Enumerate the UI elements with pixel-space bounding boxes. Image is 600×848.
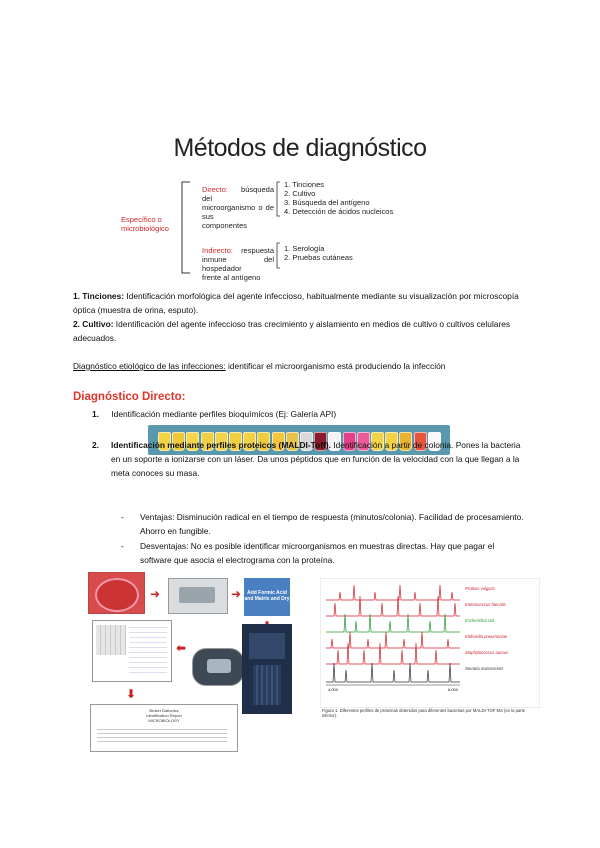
note-tinciones (73, 289, 523, 317)
target-plate-image (168, 578, 228, 614)
desventajas-label: Desventajas: (140, 541, 189, 551)
x-tick: 6,000 (448, 687, 459, 692)
x-tick: 4,000 (328, 687, 339, 692)
direct-items (284, 180, 444, 216)
list-item (92, 407, 336, 421)
legend-entry: Klebsiella pneumoniae (465, 634, 508, 639)
diagram-direct (202, 185, 274, 230)
ventajas-text: Disminución radical en el tiempo de respuesta (minutos/colonia). Facilidad de procesamiento. Ahorro en fungible. (140, 512, 524, 536)
report-subtitle: Identification Report (146, 713, 182, 718)
diagram-root: Específico o microbiológico (121, 215, 169, 233)
software-screenshot (92, 620, 172, 682)
legend-entry: Staphylococcus aureus (465, 650, 509, 655)
note-cultivo-text: Identificación del agente infeccioso tras crecimiento y aislamiento en medios de cultivo o cultivos celulares adecuados. (73, 319, 511, 343)
note-tinciones-label: 1. Tinciones: (73, 291, 125, 301)
etiology-text: identificar el microorganismo está produciendo la infección (225, 361, 446, 371)
report-id: MICROBIOLOGY (148, 718, 180, 723)
notes (73, 289, 523, 345)
arrow-right-icon: ➜ (150, 587, 161, 601)
section-heading: Diagnóstico Directo: (73, 391, 186, 403)
list-number: 2. (92, 440, 99, 450)
list-item (92, 438, 532, 480)
report-title: Bruker Daltonics (149, 708, 179, 713)
legend-entry: Escherichia coli (465, 618, 495, 623)
indirect-items (284, 244, 444, 262)
arrow-down-icon: ⬇ (126, 687, 137, 701)
identification-report (90, 704, 238, 752)
legend-entry: Enterococcus faecalis (465, 602, 506, 607)
direct-label: Directo: (202, 185, 228, 194)
maldi-title: Identificación mediante perfiles proteicos (MALDI-Toff). (111, 440, 331, 450)
direct-line-2: microorganismo o de sus (202, 203, 274, 221)
maldi-instrument-image (242, 624, 292, 714)
petri-dish-image (88, 572, 145, 614)
note-cultivo-label: 2. Cultivo: (73, 319, 114, 329)
note-tinciones-text: Identificación morfológica del agente infeccioso, habitualmente mediante su visualización por microscopía óptica (muestra de orina, esputo). (73, 291, 519, 315)
ventajas-label: Ventajas: (140, 512, 175, 522)
arrow-right-icon: ➜ (231, 587, 242, 601)
sub-bullet-desventajas: - Desventajas: No es posible identificar microorganismos en muestras directas. Hay que pagar el software que asocia el electrograma con la proteína. (121, 541, 495, 565)
etiology-label: Diagnóstico etiológico de las infecciones: (73, 361, 226, 371)
direct-item: 1. Tinciones (284, 180, 325, 189)
maldi-text: Identificación a partir de colonia. Pones la bacteria en un soporte a ionizarse con un láser. Da unos péptidos que en función de la velocidad con la que llegan a la meta conoces su masa. (111, 440, 521, 478)
direct-line-1: búsqueda del (202, 185, 274, 203)
direct-item: 4. Detección de ácidos nucleicos (284, 207, 394, 216)
figure-caption: Figura 1. Diferentes perfiles de proteínas obtenidos para diferentes bacterias por MALDI-TOF MS (en la parte inferior). (322, 708, 526, 719)
classification-diagram (0, 170, 600, 280)
note-cultivo (73, 317, 523, 345)
legend-entry: Proteus vulgaris (465, 586, 496, 591)
list-item-text: Identificación mediante perfiles bioquímicos (Ej: Galería API) (111, 409, 337, 419)
sample-loading-image (192, 648, 244, 686)
direct-item: 3. Búsqueda del antígeno (284, 198, 370, 207)
etiology-line (73, 359, 523, 373)
page-title: Métodos de diagnóstico (173, 134, 427, 162)
maldi-workflow-figure (88, 572, 293, 752)
indirect-item: 2. Pruebas cutáneas (284, 253, 353, 262)
indirect-line-2: inmune del hospedador (202, 255, 274, 273)
indirect-item: 1. Serología (284, 244, 325, 253)
sub-bullet-ventajas: - Ventajas: Disminución radical en el tiempo de respuesta (minutos/colonia). Facilidad de procesamiento. Ahorro en fungible. (121, 512, 524, 536)
indirect-line-3: frente al antígeno (202, 273, 261, 282)
arrow-left-icon: ⬅ (176, 641, 187, 655)
legend-entry: Serratia marcescens (465, 666, 504, 671)
indirect-label: Indirecto: (202, 246, 233, 255)
add-matrix-box: Add Formic Acid and Matrix and Dry (244, 578, 290, 616)
direct-item: 2. Cultivo (284, 189, 316, 198)
desventajas-text: No es posible identificar microorganismos en muestras directas. Hay que pagar el software que asocia el electrograma con la proteína. (140, 541, 495, 565)
direct-line-3: componentes (202, 221, 248, 230)
spectra-legend (465, 586, 537, 682)
diagram-indirect (202, 246, 274, 282)
list-number: 1. (92, 409, 99, 419)
indirect-line-1: respuesta (241, 246, 274, 255)
list-item-text (111, 438, 532, 480)
maldi-spectra-figure (320, 578, 540, 708)
